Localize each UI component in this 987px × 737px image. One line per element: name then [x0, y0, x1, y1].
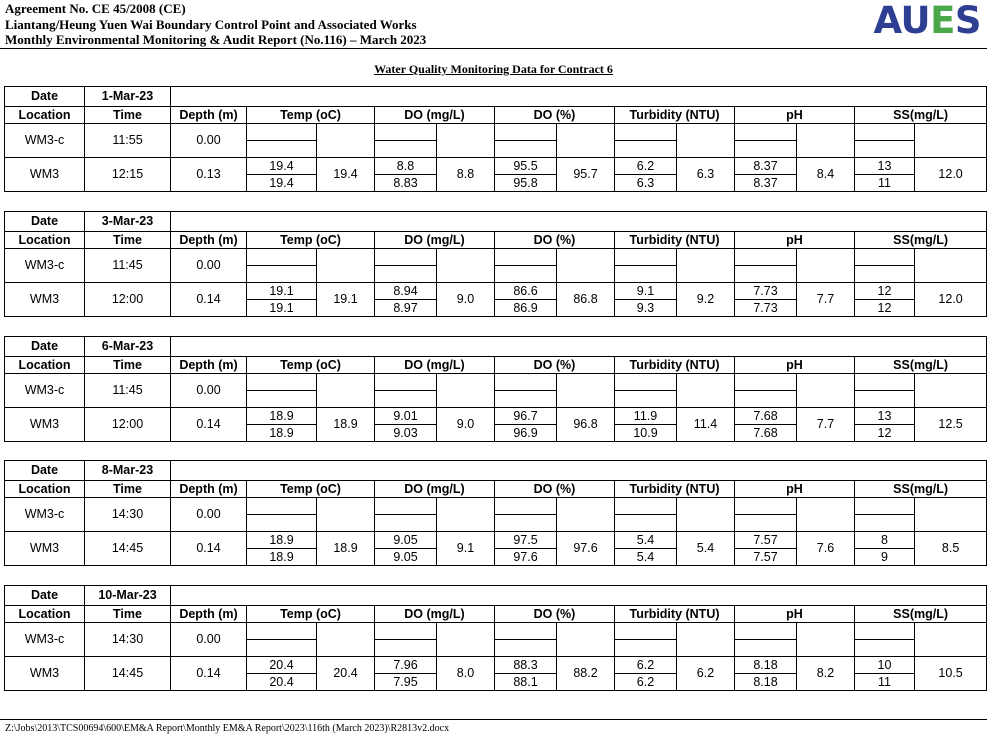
col-location: Location — [5, 606, 85, 623]
average-empty — [915, 249, 987, 283]
footer-divider — [0, 719, 987, 720]
ss-reading-1: 13 — [855, 408, 915, 425]
do_mg-reading-2: 8.97 — [375, 300, 437, 317]
col-turbidity: Turbidity (NTU) — [615, 357, 735, 374]
reading-empty — [855, 391, 915, 408]
reading-empty — [735, 249, 797, 266]
ph-average: 7.7 — [797, 408, 855, 442]
do_mg-reading-1: 9.01 — [375, 408, 437, 425]
depth-station: 0.13 — [171, 158, 247, 192]
reading-empty — [735, 498, 797, 515]
reading-empty — [375, 141, 437, 158]
do_mg-reading-1: 7.96 — [375, 657, 437, 674]
reading-empty — [375, 640, 437, 657]
ph-reading-2: 8.37 — [735, 175, 797, 192]
reading-empty — [495, 391, 557, 408]
project-title: Liantang/Heung Yuen Wai Boundary Control Point and Associated Works — [5, 16, 417, 32]
col-turbidity: Turbidity (NTU) — [615, 107, 735, 124]
monitoring-table — [4, 585, 987, 691]
date-value: 10-Mar-23 — [85, 586, 171, 606]
col-depth: Depth (m) — [171, 232, 247, 249]
do_pct-reading-2: 97.6 — [495, 549, 557, 566]
col-ss: SS(mg/L) — [855, 232, 987, 249]
average-empty — [677, 249, 735, 283]
ss-reading-2: 11 — [855, 674, 915, 691]
reading-empty — [247, 640, 317, 657]
ph-average: 7.7 — [797, 283, 855, 317]
reading-empty — [615, 124, 677, 141]
average-empty — [317, 124, 375, 158]
turbidity-average: 6.2 — [677, 657, 735, 691]
reading-empty — [495, 498, 557, 515]
average-empty — [437, 623, 495, 657]
date-row-filler — [171, 461, 987, 481]
reading-empty — [735, 124, 797, 141]
do_mg-reading-2: 7.95 — [375, 674, 437, 691]
turbidity-average: 5.4 — [677, 532, 735, 566]
col-location: Location — [5, 232, 85, 249]
location-station: WM3 — [5, 408, 85, 442]
temp-reading-2: 19.4 — [247, 175, 317, 192]
turbidity-average: 9.2 — [677, 283, 735, 317]
reading-empty — [855, 640, 915, 657]
time-control: 11:55 — [85, 124, 171, 158]
turbidity-reading-1: 11.9 — [615, 408, 677, 425]
reading-empty — [735, 266, 797, 283]
reading-empty — [247, 623, 317, 640]
reading-empty — [735, 515, 797, 532]
reading-empty — [247, 141, 317, 158]
reading-empty — [615, 391, 677, 408]
ph-reading-1: 8.37 — [735, 158, 797, 175]
temp-reading-2: 18.9 — [247, 549, 317, 566]
reading-empty — [735, 391, 797, 408]
average-empty — [797, 249, 855, 283]
time-station: 14:45 — [85, 657, 171, 691]
col-do_mg: DO (mg/L) — [375, 481, 495, 498]
date-row-filler — [171, 212, 987, 232]
temp-reading-1: 19.4 — [247, 158, 317, 175]
time-station: 12:15 — [85, 158, 171, 192]
average-empty — [677, 374, 735, 408]
temp-average: 19.1 — [317, 283, 375, 317]
col-do_mg: DO (mg/L) — [375, 606, 495, 623]
ph-average: 8.2 — [797, 657, 855, 691]
turbidity-reading-1: 6.2 — [615, 657, 677, 674]
reading-empty — [247, 391, 317, 408]
date-label: Date — [5, 586, 85, 606]
col-ph: pH — [735, 606, 855, 623]
reading-empty — [375, 515, 437, 532]
location-station: WM3 — [5, 283, 85, 317]
ss-average: 12.0 — [915, 283, 987, 317]
date-label: Date — [5, 337, 85, 357]
reading-empty — [855, 374, 915, 391]
monitoring-table — [4, 211, 987, 317]
depth-station: 0.14 — [171, 532, 247, 566]
average-empty — [437, 498, 495, 532]
ph-reading-1: 7.73 — [735, 283, 797, 300]
ph-average: 8.4 — [797, 158, 855, 192]
col-temp: Temp (oC) — [247, 606, 375, 623]
col-ph: pH — [735, 481, 855, 498]
turbidity-reading-1: 9.1 — [615, 283, 677, 300]
ss-reading-2: 11 — [855, 175, 915, 192]
col-ss: SS(mg/L) — [855, 481, 987, 498]
do_mg-reading-1: 8.8 — [375, 158, 437, 175]
reading-empty — [375, 374, 437, 391]
do_pct-average: 88.2 — [557, 657, 615, 691]
do_mg-average: 9.1 — [437, 532, 495, 566]
col-do_pct: DO (%) — [495, 481, 615, 498]
turbidity-reading-2: 6.2 — [615, 674, 677, 691]
reading-empty — [495, 623, 557, 640]
average-empty — [557, 498, 615, 532]
file-path-footer: Z:\Jobs\2013\TCS00694\600\EM&A Report\Monthly EM&A Report\2023\116th (March 2023)\R2813v2.docx — [5, 723, 450, 734]
ph-reading-2: 7.57 — [735, 549, 797, 566]
do_mg-average: 8.8 — [437, 158, 495, 192]
col-do_pct: DO (%) — [495, 357, 615, 374]
do_pct-reading-1: 96.7 — [495, 408, 557, 425]
date-label: Date — [5, 461, 85, 481]
col-location: Location — [5, 357, 85, 374]
ss-reading-1: 13 — [855, 158, 915, 175]
report-header — [5, 1, 426, 48]
ph-reading-1: 8.18 — [735, 657, 797, 674]
turbidity-reading-1: 5.4 — [615, 532, 677, 549]
col-do_pct: DO (%) — [495, 232, 615, 249]
depth-control: 0.00 — [171, 249, 247, 283]
depth-control: 0.00 — [171, 623, 247, 657]
do_pct-reading-2: 96.9 — [495, 425, 557, 442]
col-do_mg: DO (mg/L) — [375, 232, 495, 249]
reading-empty — [855, 498, 915, 515]
do_pct-reading-2: 88.1 — [495, 674, 557, 691]
reading-empty — [247, 515, 317, 532]
col-time: Time — [85, 107, 171, 124]
reading-empty — [615, 141, 677, 158]
reading-empty — [495, 249, 557, 266]
monitoring-table — [4, 460, 987, 566]
average-empty — [317, 374, 375, 408]
temp-average: 18.9 — [317, 532, 375, 566]
average-empty — [797, 498, 855, 532]
do_pct-reading-1: 97.5 — [495, 532, 557, 549]
ss-reading-2: 12 — [855, 425, 915, 442]
turbidity-reading-2: 6.3 — [615, 175, 677, 192]
report-title: Monthly Environmental Monitoring & Audit Report (No.116) – March 2023 — [5, 32, 427, 47]
col-location: Location — [5, 481, 85, 498]
do_pct-reading-2: 86.9 — [495, 300, 557, 317]
col-time: Time — [85, 357, 171, 374]
depth-control: 0.00 — [171, 374, 247, 408]
date-value: 1-Mar-23 — [85, 87, 171, 107]
aues-logo: AUES — [873, 0, 981, 42]
average-empty — [557, 374, 615, 408]
time-station: 12:00 — [85, 408, 171, 442]
reading-empty — [855, 124, 915, 141]
temp-average: 18.9 — [317, 408, 375, 442]
col-depth: Depth (m) — [171, 107, 247, 124]
reading-empty — [375, 266, 437, 283]
temp-reading-2: 18.9 — [247, 425, 317, 442]
reading-empty — [615, 249, 677, 266]
temp-reading-2: 20.4 — [247, 674, 317, 691]
ss-reading-1: 10 — [855, 657, 915, 674]
monitoring-table — [4, 86, 987, 192]
ph-reading-2: 7.68 — [735, 425, 797, 442]
do_mg-average: 8.0 — [437, 657, 495, 691]
reading-empty — [375, 124, 437, 141]
time-control: 11:45 — [85, 374, 171, 408]
do_mg-reading-2: 9.03 — [375, 425, 437, 442]
temp-average: 19.4 — [317, 158, 375, 192]
ss-reading-1: 12 — [855, 283, 915, 300]
col-time: Time — [85, 606, 171, 623]
reading-empty — [495, 124, 557, 141]
location-control: WM3-c — [5, 374, 85, 408]
reading-empty — [375, 391, 437, 408]
reading-empty — [247, 498, 317, 515]
ph-reading-2: 7.73 — [735, 300, 797, 317]
date-label: Date — [5, 87, 85, 107]
location-station: WM3 — [5, 158, 85, 192]
reading-empty — [855, 623, 915, 640]
page-title: Water Quality Monitoring Data for Contract 6 — [374, 62, 613, 76]
do_pct-reading-1: 86.6 — [495, 283, 557, 300]
average-empty — [677, 124, 735, 158]
reading-empty — [615, 623, 677, 640]
average-empty — [437, 249, 495, 283]
location-station: WM3 — [5, 657, 85, 691]
ss-average: 12.0 — [915, 158, 987, 192]
reading-empty — [495, 266, 557, 283]
col-depth: Depth (m) — [171, 606, 247, 623]
average-empty — [797, 374, 855, 408]
date-value: 3-Mar-23 — [85, 212, 171, 232]
ss-reading-1: 8 — [855, 532, 915, 549]
date-row-filler — [171, 586, 987, 606]
depth-control: 0.00 — [171, 498, 247, 532]
do_pct-reading-1: 95.5 — [495, 158, 557, 175]
do_pct-average: 97.6 — [557, 532, 615, 566]
reading-empty — [855, 249, 915, 266]
col-temp: Temp (oC) — [247, 107, 375, 124]
temp-reading-1: 20.4 — [247, 657, 317, 674]
location-control: WM3-c — [5, 623, 85, 657]
ph-reading-1: 7.57 — [735, 532, 797, 549]
col-temp: Temp (oC) — [247, 357, 375, 374]
col-depth: Depth (m) — [171, 357, 247, 374]
reading-empty — [495, 141, 557, 158]
col-turbidity: Turbidity (NTU) — [615, 606, 735, 623]
depth-station: 0.14 — [171, 657, 247, 691]
average-empty — [677, 498, 735, 532]
average-empty — [915, 374, 987, 408]
turbidity-average: 6.3 — [677, 158, 735, 192]
turbidity-reading-2: 9.3 — [615, 300, 677, 317]
turbidity-reading-1: 6.2 — [615, 158, 677, 175]
header-divider — [0, 48, 987, 49]
ss-average: 12.5 — [915, 408, 987, 442]
date-value: 6-Mar-23 — [85, 337, 171, 357]
col-do_mg: DO (mg/L) — [375, 107, 495, 124]
reading-empty — [247, 374, 317, 391]
reading-empty — [735, 141, 797, 158]
col-ph: pH — [735, 357, 855, 374]
do_mg-reading-2: 9.05 — [375, 549, 437, 566]
average-empty — [317, 249, 375, 283]
col-temp: Temp (oC) — [247, 232, 375, 249]
agreement-number: Agreement No. CE 45/2008 (CE) — [5, 1, 186, 16]
col-depth: Depth (m) — [171, 481, 247, 498]
turbidity-average: 11.4 — [677, 408, 735, 442]
ph-reading-2: 8.18 — [735, 674, 797, 691]
col-ph: pH — [735, 107, 855, 124]
location-control: WM3-c — [5, 498, 85, 532]
reading-empty — [735, 623, 797, 640]
depth-station: 0.14 — [171, 283, 247, 317]
temp-reading-1: 19.1 — [247, 283, 317, 300]
reading-empty — [735, 640, 797, 657]
reading-empty — [247, 124, 317, 141]
location-station: WM3 — [5, 532, 85, 566]
reading-empty — [615, 640, 677, 657]
temp-average: 20.4 — [317, 657, 375, 691]
reading-empty — [375, 623, 437, 640]
reading-empty — [247, 249, 317, 266]
turbidity-reading-2: 10.9 — [615, 425, 677, 442]
reading-empty — [615, 374, 677, 391]
col-ss: SS(mg/L) — [855, 357, 987, 374]
col-location: Location — [5, 107, 85, 124]
temp-reading-1: 18.9 — [247, 408, 317, 425]
ss-average: 10.5 — [915, 657, 987, 691]
do_mg-reading-2: 8.83 — [375, 175, 437, 192]
average-empty — [317, 498, 375, 532]
col-temp: Temp (oC) — [247, 481, 375, 498]
col-do_pct: DO (%) — [495, 606, 615, 623]
do_pct-average: 95.7 — [557, 158, 615, 192]
reading-empty — [855, 141, 915, 158]
time-station: 12:00 — [85, 283, 171, 317]
time-station: 14:45 — [85, 532, 171, 566]
reading-empty — [247, 266, 317, 283]
turbidity-reading-2: 5.4 — [615, 549, 677, 566]
ss-average: 8.5 — [915, 532, 987, 566]
col-turbidity: Turbidity (NTU) — [615, 232, 735, 249]
time-control: 14:30 — [85, 498, 171, 532]
reading-empty — [375, 249, 437, 266]
average-empty — [797, 623, 855, 657]
do_mg-average: 9.0 — [437, 283, 495, 317]
reading-empty — [735, 374, 797, 391]
col-time: Time — [85, 481, 171, 498]
date-row-filler — [171, 87, 987, 107]
average-empty — [797, 124, 855, 158]
average-empty — [677, 623, 735, 657]
col-ph: pH — [735, 232, 855, 249]
col-do_pct: DO (%) — [495, 107, 615, 124]
reading-empty — [615, 498, 677, 515]
average-empty — [437, 374, 495, 408]
do_mg-reading-1: 8.94 — [375, 283, 437, 300]
average-empty — [557, 623, 615, 657]
col-ss: SS(mg/L) — [855, 107, 987, 124]
date-value: 8-Mar-23 — [85, 461, 171, 481]
time-control: 11:45 — [85, 249, 171, 283]
location-control: WM3-c — [5, 249, 85, 283]
temp-reading-2: 19.1 — [247, 300, 317, 317]
average-empty — [915, 623, 987, 657]
do_pct-average: 96.8 — [557, 408, 615, 442]
depth-station: 0.14 — [171, 408, 247, 442]
reading-empty — [495, 515, 557, 532]
reading-empty — [375, 498, 437, 515]
date-label: Date — [5, 212, 85, 232]
col-turbidity: Turbidity (NTU) — [615, 481, 735, 498]
average-empty — [915, 498, 987, 532]
average-empty — [317, 623, 375, 657]
col-ss: SS(mg/L) — [855, 606, 987, 623]
do_pct-reading-2: 95.8 — [495, 175, 557, 192]
ss-reading-2: 9 — [855, 549, 915, 566]
location-control: WM3-c — [5, 124, 85, 158]
average-empty — [437, 124, 495, 158]
reading-empty — [855, 515, 915, 532]
time-control: 14:30 — [85, 623, 171, 657]
temp-reading-1: 18.9 — [247, 532, 317, 549]
reading-empty — [495, 640, 557, 657]
ss-reading-2: 12 — [855, 300, 915, 317]
reading-empty — [495, 374, 557, 391]
depth-control: 0.00 — [171, 124, 247, 158]
monitoring-table — [4, 336, 987, 442]
average-empty — [915, 124, 987, 158]
date-row-filler — [171, 337, 987, 357]
average-empty — [557, 249, 615, 283]
average-empty — [557, 124, 615, 158]
ph-reading-1: 7.68 — [735, 408, 797, 425]
do_mg-reading-1: 9.05 — [375, 532, 437, 549]
col-time: Time — [85, 232, 171, 249]
do_pct-average: 86.8 — [557, 283, 615, 317]
do_pct-reading-1: 88.3 — [495, 657, 557, 674]
reading-empty — [615, 515, 677, 532]
ph-average: 7.6 — [797, 532, 855, 566]
reading-empty — [615, 266, 677, 283]
do_mg-average: 9.0 — [437, 408, 495, 442]
col-do_mg: DO (mg/L) — [375, 357, 495, 374]
reading-empty — [855, 266, 915, 283]
